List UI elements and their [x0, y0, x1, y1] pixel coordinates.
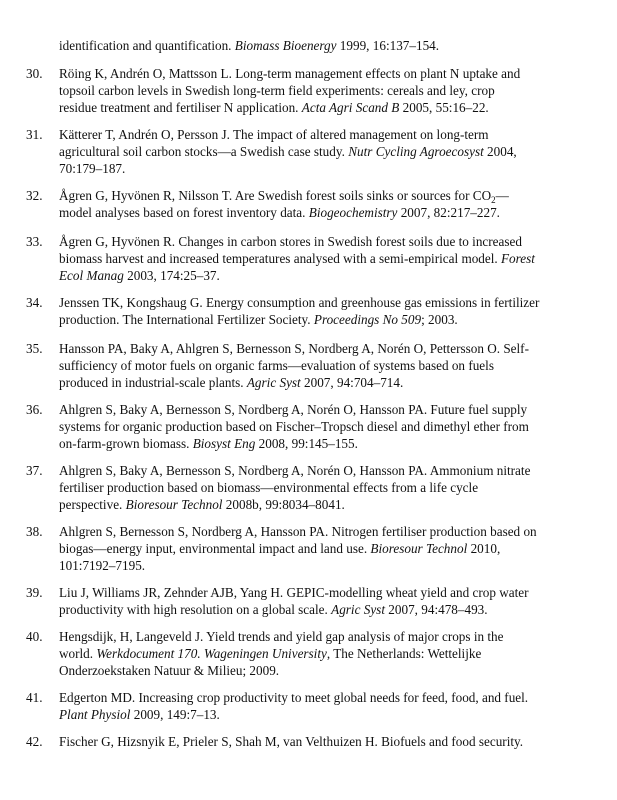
reference-line — [59, 267, 584, 284]
reference-number: 33. — [26, 234, 43, 249]
journal-name: Bioresour Technol — [370, 541, 468, 556]
journal-name: Proceedings No 509 — [313, 312, 422, 327]
journal-name: Forest — [501, 251, 535, 266]
reference-text — [59, 233, 584, 284]
reference-line — [59, 628, 584, 645]
reference-number: 32. — [26, 188, 43, 203]
reference-text — [59, 340, 584, 391]
reference-segment: Jenssen TK, Kongshaug G. Energy consumption and greenhouse gas emissions in fertilizer — [59, 295, 540, 310]
reference-line — [59, 401, 584, 418]
reference-segment: Ågren G, Hyvönen R, Nilsson T. Are Swedish forest soils sinks or sources for CO — [59, 188, 492, 203]
reference-number: 40. — [26, 629, 43, 644]
reference-line — [59, 496, 584, 513]
reference-segment: 2007, 94:704–714. — [300, 375, 404, 390]
reference-number: 38. — [26, 524, 43, 539]
journal-name: Biomass Bioenergy — [234, 38, 337, 53]
reference-line — [59, 584, 584, 601]
reference-line — [59, 65, 584, 82]
reference-text — [59, 628, 584, 679]
reference-line — [59, 523, 584, 540]
reference-segment: identification and quantification. — [59, 38, 235, 53]
reference-number: 34. — [26, 295, 43, 310]
reference-segment: productivity with high resolution on a global scale. — [59, 602, 332, 617]
reference-line — [59, 706, 584, 723]
reference-segment: biomass harvest and increased temperatures analysed with a semi-empirical model. — [59, 251, 501, 266]
reference-segment: Liu J, Williams JR, Zehnder AJB, Yang H. GEPIC-modelling wheat yield and crop water — [59, 585, 529, 600]
reference-segment: Kätterer T, Andrén O, Persson J. The impact of altered management on long-term — [59, 127, 489, 142]
reference-line — [59, 374, 584, 391]
reference-line — [59, 294, 584, 311]
reference-line — [59, 143, 584, 160]
reference-number: 36. — [26, 402, 43, 417]
reference-text — [59, 126, 584, 177]
reference-line — [59, 187, 584, 204]
reference-segment: 2003, 174:25–37. — [123, 268, 220, 283]
reference-line — [59, 662, 584, 679]
reference-text — [59, 733, 584, 750]
reference-segment: topsoil carbon levels in Swedish long-term field experiments: cereals and ley, crop — [59, 83, 495, 98]
subscript-text: 2 — [491, 195, 496, 205]
reference-number: 35. — [26, 341, 43, 356]
reference-segment: Röing K, Andrén O, Mattsson L. Long-term management effects on plant N uptake and — [59, 66, 521, 81]
reference-number: 30. — [26, 66, 43, 81]
reference-segment: sufficiency of motor fuels on organic farms—evaluation of systems based on fuels — [59, 358, 494, 373]
reference-text — [59, 65, 584, 116]
reference-segment: systems for organic production based on Fischer–Tropsch diesel and dimethyl ether from — [59, 419, 529, 434]
reference-line — [59, 250, 584, 267]
reference-line — [59, 540, 584, 557]
reference-text — [59, 187, 584, 221]
reference-segment: — — [495, 188, 509, 203]
reference-segment: 2005, 55:16–22. — [399, 100, 489, 115]
reference-text — [59, 37, 584, 54]
journal-name: Biosyst Eng — [192, 436, 256, 451]
reference-text — [59, 462, 584, 513]
reference-text — [59, 523, 584, 574]
reference-text — [59, 401, 584, 452]
journal-name: Ecol Manag — [59, 268, 124, 283]
reference-line — [59, 435, 584, 452]
reference-segment: Fischer G, Hizsnyik E, Prieler S, Shah M, van Velthuizen H. Biofuels and food security. — [59, 734, 524, 749]
reference-segment: Ågren G, Hyvönen R. Changes in carbon stores in Swedish forest soils due to increased — [59, 234, 522, 249]
reference-number: 41. — [26, 690, 43, 705]
reference-segment: 2004, — [483, 144, 517, 159]
reference-segment: Hengsdijk, H, Langeveld J. Yield trends and yield gap analysis of major crops in the — [59, 629, 504, 644]
journal-name: Agric Syst — [331, 602, 385, 617]
journal-name: Biogeochemistry — [308, 205, 398, 220]
reference-segment: Ahlgren S, Bernesson S, Nordberg A, Hansson PA. Nitrogen fertiliser production based on — [59, 524, 537, 539]
reference-line — [59, 357, 584, 374]
reference-line — [59, 557, 584, 574]
reference-line — [59, 733, 584, 750]
reference-segment: Onderzoekstaken Natuur & Milieu; 2009. — [59, 663, 280, 678]
reference-line — [59, 418, 584, 435]
reference-segment: 70:179–187. — [59, 161, 126, 176]
reference-segment: 1999, 16:137–154. — [336, 38, 440, 53]
reference-line — [59, 311, 584, 328]
reference-segment: world. — [59, 646, 97, 661]
reference-segment: model analyses based on forest inventory data. — [59, 205, 309, 220]
journal-name: Agric Syst — [246, 375, 301, 390]
journal-name: Acta Agri Scand B — [301, 100, 400, 115]
reference-line — [59, 204, 584, 221]
reference-segment: fertiliser production based on biomass—environmental effects from a life cycle — [59, 480, 479, 495]
reference-line — [59, 689, 584, 706]
reference-number: 37. — [26, 463, 43, 478]
journal-name: Bioresour Technol — [125, 497, 223, 512]
reference-segment: 2008, 99:145–155. — [255, 436, 358, 451]
journal-name: Plant Physiol — [59, 707, 131, 722]
reference-line — [59, 233, 584, 250]
reference-segment: 2010, — [467, 541, 501, 556]
reference-line — [59, 479, 584, 496]
reference-segment: Ahlgren S, Baky A, Bernesson S, Nordberg A, Norén O, Hansson PA. Ammonium nitrate — [59, 463, 531, 478]
reference-line — [59, 462, 584, 479]
journal-name: Werkdocument 170. Wageningen University — [96, 646, 327, 661]
reference-line — [59, 645, 584, 662]
reference-text — [59, 584, 584, 618]
reference-number: 39. — [26, 585, 43, 600]
reference-line — [59, 99, 584, 116]
reference-segment: perspective. — [59, 497, 126, 512]
reference-text — [59, 689, 584, 723]
reference-line — [59, 37, 584, 54]
reference-line — [59, 160, 584, 177]
reference-line — [59, 601, 584, 618]
reference-segment: 101:7192–7195. — [59, 558, 146, 573]
reference-segment: biogas—energy input, environmental impact and land use. — [59, 541, 371, 556]
reference-segment: produced in industrial-scale plants. — [59, 375, 247, 390]
reference-text — [59, 294, 584, 328]
reference-segment: Ahlgren S, Baky A, Bernesson S, Nordberg A, Norén O, Hansson PA. Future fuel supply — [59, 402, 528, 417]
reference-line — [59, 126, 584, 143]
reference-segment: 2007, 82:217–227. — [397, 205, 500, 220]
journal-name: Nutr Cycling Agroecosyst — [348, 144, 484, 159]
reference-number: 42. — [26, 734, 43, 749]
reference-segment: 2007, 94:478–493. — [384, 602, 488, 617]
reference-segment: residue treatment and fertiliser N application. — [59, 100, 302, 115]
reference-number: 31. — [26, 127, 43, 142]
reference-line — [59, 340, 584, 357]
reference-segment: , The Netherlands: Wettelijke — [326, 646, 482, 661]
reference-line — [59, 82, 584, 99]
reference-segment: 2009, 149:7–13. — [130, 707, 220, 722]
reference-segment: on-farm-grown biomass. — [59, 436, 193, 451]
reference-segment: production. The International Fertilizer Society. — [59, 312, 314, 327]
reference-segment: 2008b, 99:8034–8041. — [222, 497, 345, 512]
reference-segment: Edgerton MD. Increasing crop productivity to meet global needs for feed, food, and fuel. — [59, 690, 529, 705]
reference-segment: agricultural soil carbon stocks—a Swedish case study. — [59, 144, 349, 159]
reference-segment: ; 2003. — [421, 312, 458, 327]
reference-segment: Hansson PA, Baky A, Ahlgren S, Bernesson S, Nordberg A, Norén O, Pettersson O. Self- — [59, 341, 529, 356]
